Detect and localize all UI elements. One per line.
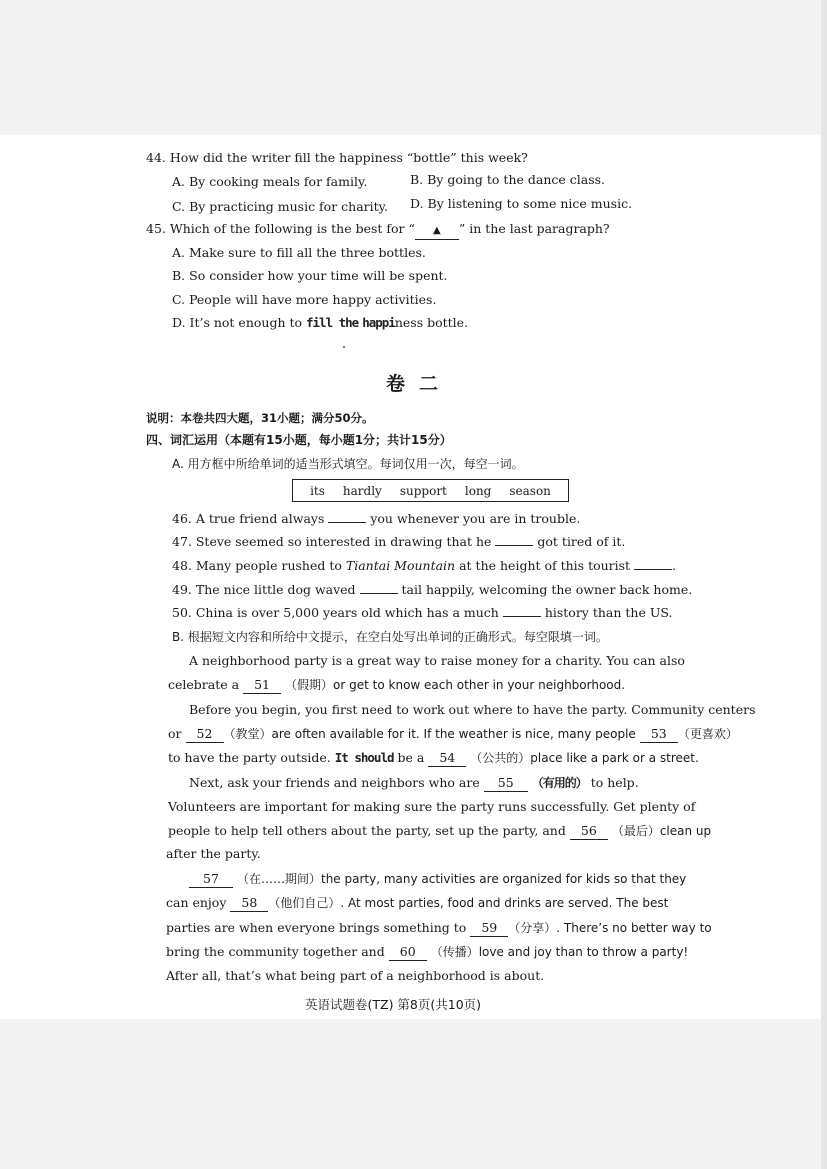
blank-53: 53 [640,726,678,743]
part-a-instruction: A. 用方框中所给单词的适当形式填空。每词仅用一次，每空一词。 [172,457,524,471]
q45-option-d [172,315,468,331]
part-four-heading: 四、词汇运用（本题有15小题，每小题1分；共计15分） [146,433,452,447]
q48 [172,558,676,574]
q47 [172,534,625,550]
section-title: 卷二 [386,373,453,395]
q48-pre: 48. Many people rushed to [172,558,346,573]
passage-line [166,920,712,937]
q44-option-b: B. By going to the dance class. [410,172,606,187]
q44-option-a: A. By cooking meals for family. [172,174,368,189]
passage-text: bring the community together and [166,944,385,959]
q46-blank [328,522,366,523]
passage-line [168,750,699,767]
blank-52: 52 [186,726,224,743]
q45-stem-post: ” in the last paragraph? [458,221,610,236]
q45-d-smudge: fill the [306,315,359,330]
passage-line: after the party. [166,846,261,861]
passage-line [166,944,688,961]
q45-d-post: ness bottle. [394,315,469,330]
scan-right-edge [821,0,827,1169]
q47-pre: 47. Steve seemed so interested in drawing that he [172,534,492,549]
hint-57: （在……期间）the party, many activities are organized for kids so that they [236,872,687,886]
passage-line [189,775,639,792]
passage-text: or [168,726,182,741]
scan-bottom-margin [0,1019,827,1169]
hint-51: （假期）or get to know each other in your neighborhood. [285,678,626,692]
passage-line: A neighborhood party is a great way to raise money for a charity. You can also [189,653,685,668]
page-footer: 英语试题卷(TZ) 第8页(共10页) [305,997,482,1012]
triangle-marker-icon: ▲ [433,225,441,236]
hint-59: （分享）. There’s no better way to [508,921,712,935]
passage-line: Before you begin, you first need to work out where to have the party. Community centers [189,702,756,717]
q49-pre: 49. The nice little dog waved [172,582,356,597]
q50 [172,605,672,621]
word-box [292,479,569,502]
passage-text: people to help tell others about the party, set up the party, and [168,823,566,838]
passage-text: celebrate a [168,677,240,692]
passage-text: to help. [590,775,639,790]
passage-line [168,823,711,840]
passage-line [189,871,686,888]
passage-text: be a [397,750,425,765]
scan-speck [343,346,345,348]
passage-text: parties are when everyone brings something to [166,920,467,935]
part-b-instruction: B. 根据短文内容和所给中文提示，在空白处写出单词的正确形式。每空限填一词。 [172,630,608,644]
q49-blank [360,593,398,594]
word-box-item: its [310,483,325,498]
blank-55: 55 [484,775,528,792]
q45-stem [146,221,610,240]
q45-option-c: C. People will have more happy activities. [172,292,437,307]
blank-56: 56 [570,823,608,840]
passage-line: After all, that’s what being part of a neighborhood is about. [166,968,545,983]
q46 [172,511,580,527]
word-box-item: hardly [342,483,382,498]
q46-post: you whenever you are in trouble. [370,511,581,526]
passage-text: to have the party outside. [168,750,331,765]
passage-text: can enjoy [166,895,227,910]
q50-blank [503,616,541,617]
smudged-text: It should [334,750,394,765]
blank-57: 57 [189,871,233,888]
q48-mid: at the height of this tourist [455,558,631,573]
passage-text: Next, ask your friends and neighbors who are [189,775,480,790]
blank-58: 58 [230,895,268,912]
q47-post: got tired of it. [537,534,626,549]
q50-post: history than the US. [544,605,673,620]
q49 [172,582,692,598]
q45-blank [415,221,459,240]
q45-d-smudge-2: happi [362,315,395,330]
hint-60: （传播）love and joy than to throw a party! [430,945,689,959]
blank-60: 60 [389,944,427,961]
hint-54: （公共的）place like a park or a street. [470,751,699,765]
word-box-item: support [399,483,447,498]
passage-line [168,726,738,743]
passage-line: Volunteers are important for making sure the party runs successfully. Get plenty of [168,799,696,814]
q44-option-d: D. By listening to some nice music. [410,196,633,211]
hint-58: （他们自己）. At most parties, food and drinks are served. The best [268,896,669,910]
passage-line [166,895,668,912]
q46-pre: 46. A true friend always [172,511,325,526]
hint-55: （有用的） [531,776,587,790]
hint-52: （教堂）are often available for it. If the weather is nice, many people [223,727,636,741]
passage-line [168,677,625,694]
q44-option-c: C. By practicing music for charity. [172,199,389,214]
q48-blank [634,569,672,570]
hint-53: （更喜欢） [677,727,738,741]
q48-place-name: Tiantai Mountain [345,558,456,573]
q49-post: tail happily, welcoming the owner back home. [401,582,693,597]
blank-59: 59 [470,920,508,937]
q48-end: . [672,558,677,573]
word-box-item: season [509,483,551,498]
scan-top-margin [0,0,827,135]
q45-d-pre: D. It’s not enough to [172,315,306,330]
q45-stem-pre: 45. Which of the following is the best for “ [146,221,415,236]
section-note: 说明：本卷共四大题，31小题；满分50分。 [146,411,374,425]
blank-51: 51 [243,677,281,694]
hint-56: （最后）clean up [611,824,712,838]
q47-blank [495,545,533,546]
q45-option-a: A. Make sure to fill all the three bottles. [172,245,426,260]
q45-option-b: B. So consider how your time will be spent. [172,268,448,283]
q44-stem: 44. How did the writer fill the happiness “bottle” this week? [146,150,528,165]
blank-54: 54 [428,750,466,767]
word-box-item: long [464,483,492,498]
q50-pre: 50. China is over 5,000 years old which has a much [172,605,499,620]
